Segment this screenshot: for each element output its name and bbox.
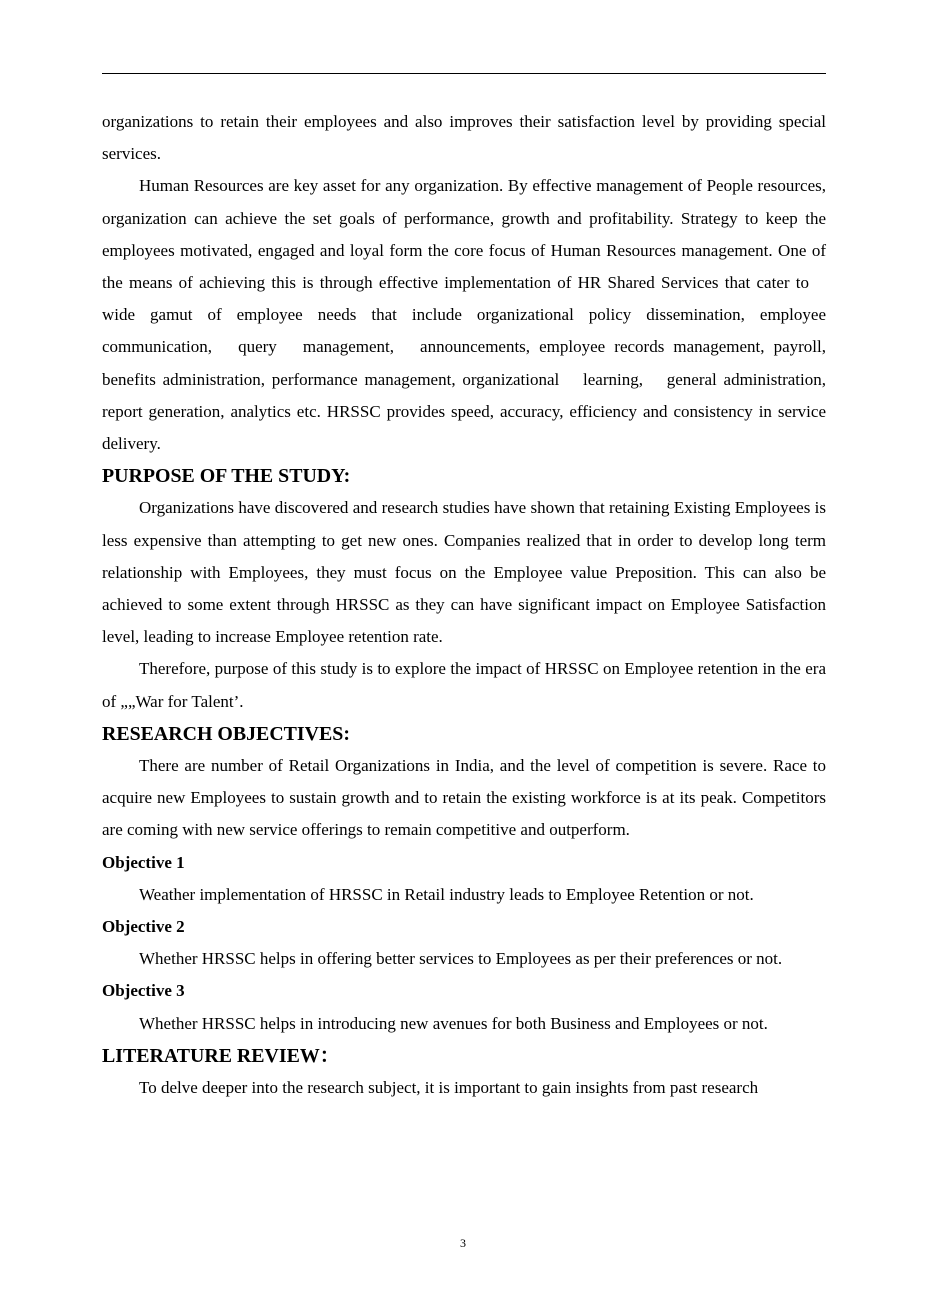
paragraph-literature-review: To delve deeper into the research subject, it is important to gain insights from past research <box>139 1078 759 1098</box>
paragraph-objectives-intro: There are number of Retail Organizations in India, and the level of competition is severe. Race to acquire new Employees to sustain growth and to retain the existing workforce is at its peak. Competitors are coming with new service offerings to remain competitive and outperform. <box>102 756 826 840</box>
heading-objective-2: Objective 2 <box>102 917 185 937</box>
paragraph-objective-1: Weather implementation of HRSSC in Retail industry leads to Employee Retention or not. <box>139 884 754 904</box>
paragraph-purpose: Organizations have discovered and research studies have shown that retaining Existing Employees is less expensive than attempting to get new ones. Companies realized that in order to develop long term relationship with Employees, they must focus on the Employee value Preposition. This can also be achieved to some extent through HRSSC as they can have significant impact on Employee Satisfaction level, leading to increase Employee retention rate. <box>102 498 826 647</box>
paragraph-purpose-conclusion: Therefore, purpose of this study is to explore the impact of HRSSC on Employee retention in the era of „„War for Talent’. <box>102 659 826 711</box>
heading-purpose-of-study: PURPOSE OF THE STUDY: <box>102 465 351 488</box>
heading-objective-1: Objective 1 <box>102 852 185 872</box>
page-body <box>102 106 826 1104</box>
heading-literature-review: LITERATURE REVIEW： <box>102 1044 340 1067</box>
heading-objective-3: Objective 3 <box>102 981 185 1001</box>
paragraph-intro-continued: organizations to retain their employees and also improves their satisfaction level by providing special services. <box>102 112 826 164</box>
paragraph-objective-3: Whether HRSSC helps in introducing new avenues for both Business and Employees or not. <box>139 1013 768 1033</box>
paragraph-objective-2: Whether HRSSC helps in offering better services to Employees as per their preferences or not. <box>139 949 783 969</box>
page-number: 3 <box>460 1236 466 1250</box>
header-rule <box>102 73 826 74</box>
paragraph-human-resources: Human Resources are key asset for any organization. By effective management of People resources, organization can achieve the set goals of performance, growth and profitability. Strategy to keep the employees motivated, engaged and loyal form the core focus of Human Resources management. One of the means of achieving this is through effective implementation of HR Shared Services that cater to wide gamut of employee needs that include organizational policy dissemination, employee communication, query management, announcements, employee records management, payroll, benefits administration, performance management, organizational learning, general administration, report generation, analytics etc. HRSSC provides speed, accuracy, efficiency and consistency in service delivery. <box>102 176 826 454</box>
heading-research-objectives: RESEARCH OBJECTIVES: <box>102 722 350 745</box>
